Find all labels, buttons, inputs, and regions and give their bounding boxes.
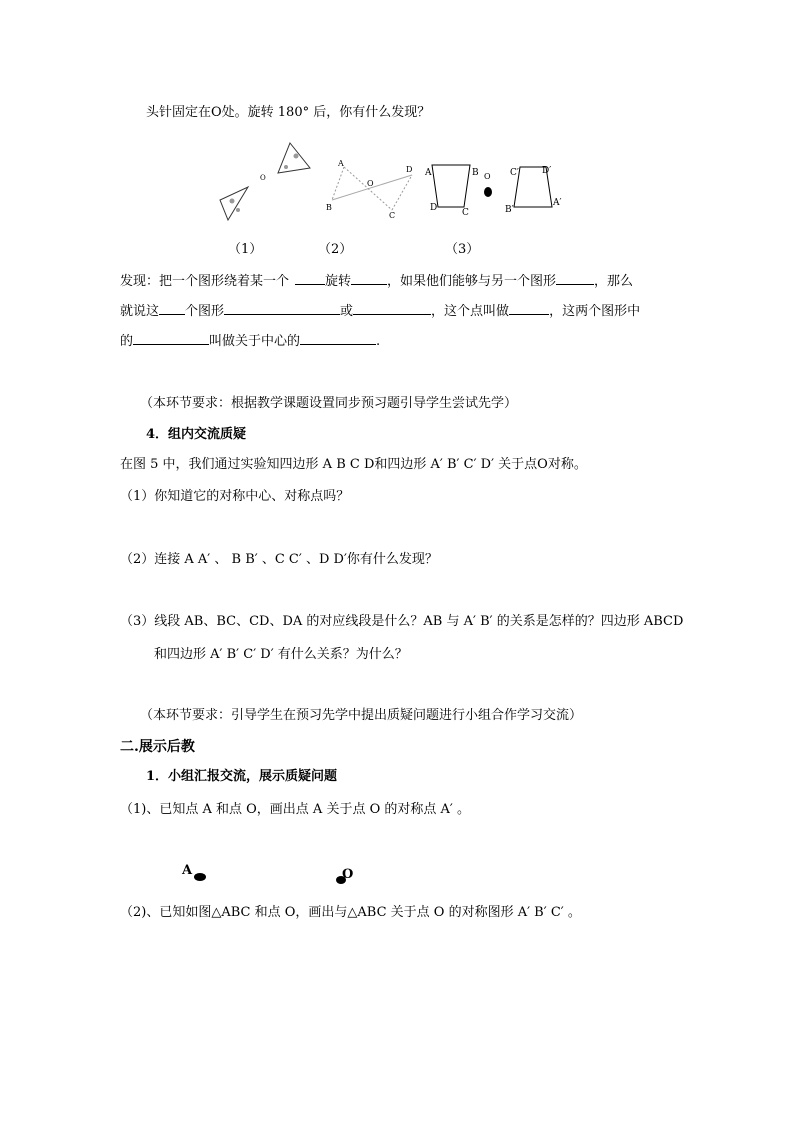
task-1: （1)、已知点 A 和点 O，画出点 A 关于点 O 的对称点 A′ 。 [120, 802, 470, 817]
figure-2-segments [322, 155, 422, 225]
fig3-label-c-prime: C′ [510, 168, 519, 178]
figure-2-caption: （2） [318, 242, 353, 257]
fig3-label-c: C [462, 208, 469, 218]
figure-3-trapezoids [420, 155, 570, 220]
fig2-label-o: O [367, 179, 374, 188]
fig2-label-b: B [326, 203, 332, 212]
section-4-title: 4．组内交流质疑 [146, 427, 247, 442]
figure-1-caption: （1） [228, 242, 263, 257]
intro-line: 头针固定在O处。旋转 180° 后，你有什么发现？ [146, 105, 431, 120]
fig1-label-o: O [260, 174, 266, 182]
figure-1-triangles [210, 135, 325, 225]
section-2-title: 二.展示后教 [120, 739, 195, 755]
subsection-1-title: 1．小组汇报交流，展示质疑问题 [146, 769, 338, 784]
task-2: （2)、已知如图△ABC 和点 O，画出与△ABC 关于点 O 的对称图形 A′ B′ C′ 。 [120, 905, 581, 920]
fig3-label-o: O [484, 172, 491, 181]
blank-4[interactable] [159, 300, 185, 315]
question-3-line-1: （3）线段 AB、BC、CD、DA 的对应线段是什么？AB 与 A′ B′ 的关系是怎样的？四边形 ABCD [120, 614, 684, 629]
discovery-line-1: 发现：把一个图形绕着某一个 旋转 ，如果他们能够与另一个图形 ，那么 [120, 270, 633, 292]
triangle-upper [278, 143, 310, 173]
fig2-label-d: D [406, 165, 413, 174]
fig3-label-a-prime: A′ [553, 198, 562, 208]
blank-7[interactable] [509, 300, 549, 315]
fig3-label-a: A [425, 168, 432, 178]
point-o-label: O [342, 867, 354, 882]
fig3-center-dot [484, 187, 492, 197]
fig3-label-b-prime: B′ [505, 205, 514, 215]
requirement-2: （本环节要求：引导学生在预习先学中提出质疑问题进行小组合作学习交流） [140, 708, 583, 723]
discovery-line-3: 的 叫做关于中心的 . [120, 330, 380, 352]
triangle-lower [220, 187, 248, 220]
blank-1[interactable] [295, 270, 325, 285]
fig2-label-c: C [389, 211, 396, 220]
blank-6[interactable] [353, 300, 431, 315]
trapezoid-abcd [432, 165, 470, 207]
fig2-label-a: A [338, 159, 344, 168]
blank-8[interactable] [133, 330, 209, 345]
point-a-dot [194, 873, 206, 881]
fig3-label-d-prime: D′ [542, 166, 552, 176]
requirement-1: （本环节要求：根据教学课题设置同步预习题引导学生尝试先学） [140, 396, 518, 411]
blank-2[interactable] [351, 270, 387, 285]
question-1: （1）你知道它的对称中心、对称点吗？ [120, 489, 350, 504]
question-2: （2）连接 A A′ 、 B B′ 、C C′ 、D D′你有什么发现？ [120, 552, 438, 567]
point-a-label: A [182, 863, 193, 878]
figure-3-caption: （3） [445, 242, 480, 257]
blank-5[interactable] [224, 300, 340, 315]
blank-3[interactable] [556, 270, 594, 285]
question-3-line-2: 和四边形 A′ B′ C′ D′ 有什么关系？为什么？ [154, 647, 408, 662]
fig3-label-b: B [472, 168, 479, 178]
figure-5-intro: 在图 5 中，我们通过实验知四边形 A B C D和四边形 A′ B′ C′ D′ 关于点O对称。 [120, 457, 587, 472]
points-a-o [180, 858, 370, 888]
discovery-line-2: 就说这 个图形 或 ，这个点叫做 ，这两个图形中 [120, 300, 640, 322]
fig3-label-d: D [430, 203, 438, 213]
blank-9[interactable] [300, 330, 376, 345]
